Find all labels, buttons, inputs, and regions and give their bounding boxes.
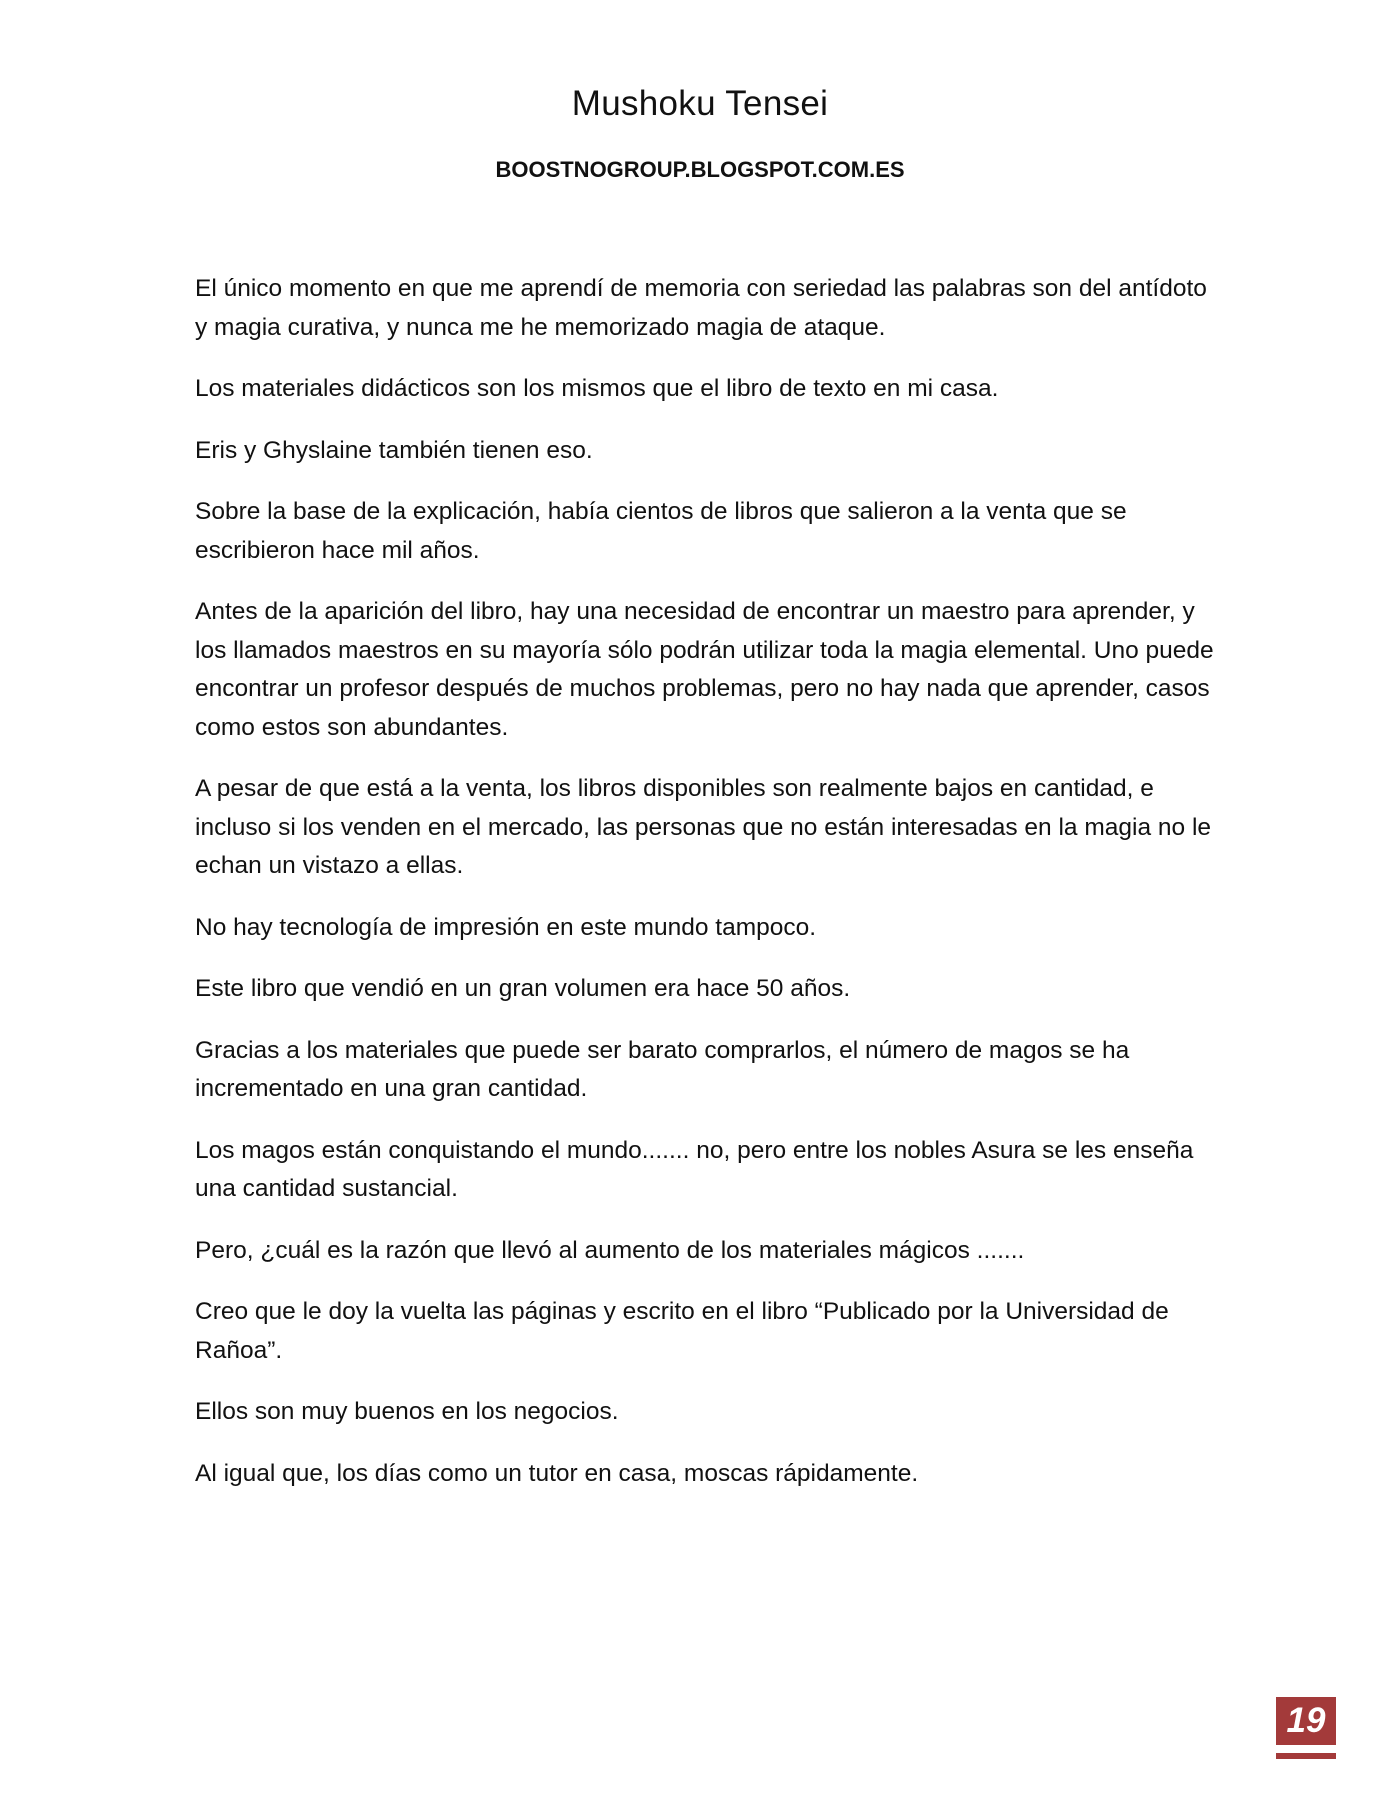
paragraph: Eris y Ghyslaine también tienen eso. <box>195 436 593 464</box>
paragraph: Ellos son muy buenos en los negocios. <box>195 1398 619 1425</box>
paragraph: Al igual que, los días como un tutor en casa, moscas rápidamente. <box>195 1459 919 1487</box>
page-header <box>0 82 1400 184</box>
paragraph: Pero, ¿cuál es la razón que llevó al aumento de los materiales mágicos ....... <box>195 1236 1025 1264</box>
paragraph: Este libro que vendió en un gran volumen era hace 50 años. <box>195 975 851 1002</box>
paragraph: Los materiales didácticos son los mismos que el libro de texto en mi casa. <box>195 375 999 402</box>
paragraph: Creo que le doy la vuelta las páginas y escrito en el libro “Publicado por la Universidad de Rañoa”. <box>195 1298 1169 1364</box>
paragraph: Gracias a los materiales que puede ser barato comprarlos, el número de magos se ha incrementado en una gran cantidad. <box>195 1036 1130 1102</box>
body-text <box>195 270 1225 1516</box>
paragraph: No hay tecnología de impresión en este mundo tampoco. <box>195 913 817 941</box>
page-number-box <box>1276 1697 1336 1759</box>
paragraph: Los magos están conquistando el mundo....... no, pero entre los nobles Asura se les enseña una cantidad sustancial. <box>195 1136 1194 1202</box>
site-url: BOOSTNOGROUP.BLOGSPOT.COM.ES <box>495 157 905 182</box>
page-number-rule <box>1276 1753 1336 1759</box>
paragraph: El único momento en que me aprendí de memoria con seriedad las palabras son del antídoto y magia curativa, y nunca me he memorizado magia de ataque. <box>195 275 1207 341</box>
paragraph: A pesar de que está a la venta, los libros disponibles son realmente bajos en cantidad, e incluso si los venden en el mercado, las personas que no están interesadas en la magia no le echan un vistazo a ellas. <box>195 775 1212 879</box>
paragraph: Antes de la aparición del libro, hay una necesidad de encontrar un maestro para aprender, y los llamados maestros en su mayoría sólo podrán utilizar toda la magia elemental. Uno puede encontrar un profesor después de muchos problemas, pero no hay nada que aprender, casos como estos son abundantes. <box>195 598 1214 741</box>
paragraph: Sobre la base de la explicación, había cientos de libros que salieron a la venta que se escribieron hace mil años. <box>195 498 1127 564</box>
page-number: 19 <box>1276 1697 1336 1745</box>
page-title: Mushoku Tensei <box>571 84 829 123</box>
